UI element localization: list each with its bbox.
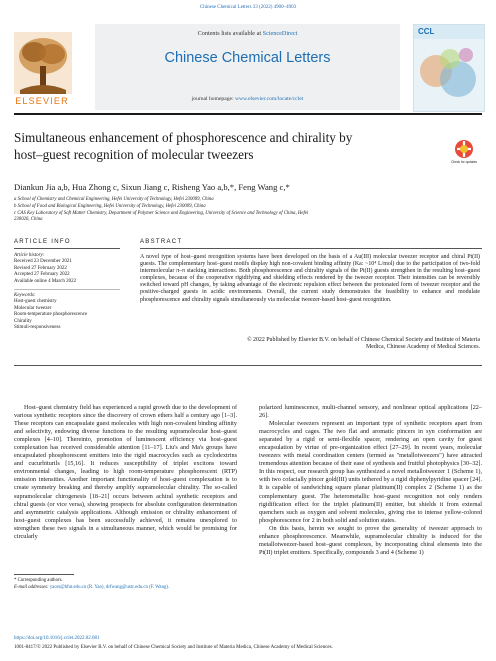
- body-left-column: Host–guest chemistry field has experienced a rapid growth due to the development of various synthetic receptors since the discovery of crown ethers half a century ago [1–3]. These receptors can encapsulate guest molecules with high non-covalent binding affinity and selectivity, endowing diverse functions to the resulting supramolecular host–guest complexes [4–10]. Thereinto, promotion of luminescent efficiency via host–guest complexation has received considerable attention [11–17]. Liu's and Ma's groups have encapsulated phosphorescent emitters into the rigid macrocycles such as cyclodextrins and cucurbiturils [15,16]. It reduces susceptibility of triplet excitons toward environmental changes, leading to high room-temperature phosphorescent (RTP) emission intensities. Another important functionality of host–guest complexation is to create symmetry breaking and thereby amplify supramolecular chirality. The so-called supramolecular chirogenesis [18–21] occurs between achiral synthetic receptors and chiral guests (or vice versa), showing prospects for absolute configuration determination and asymmetric catalysis applications. Although emission or chirality enhancement of host–guest complexes has been successfully achieved, it remains unexplored to strengthen these two signals in a simultaneous manner, which would be promising for circularly: [14, 404, 237, 540]
- article-info-heading: ARTICLE INFO: [14, 239, 71, 245]
- keyword-item: Stimuli-responsiveness: [14, 325, 61, 331]
- doi-link[interactable]: https://doi.org/10.1016/j.cclet.2022.02.081: [14, 636, 100, 641]
- copyright-line-2: Medica, Chinese Academy of Medical Sciences.: [365, 344, 480, 351]
- right-paragraph-2: Molecular tweezers represent an important type of synthetic receptors apart from macrocycles and cages. The two flat and aromatic pincers in syn conformation are separated by a rigid or semi-flexible spacer, rendering an open cavity for guest encapsulation by virtue of pre-organization effect [27–29]. In recent years, molecular tweezers with metal coordination centers (termed as "metallotweezers") have attracted tremendous attention because of their ease of synthesis and fruitful photophysics [30–32]. In this respect, our research group has synthesized a novel metallotweezer 1 (Scheme 1), with two cofacially pincer gold(III) units tethered by a rigid diphenylpyridine spacer [24]. It is capable of sandwiching square planar platinum(II) complex 2 (Scheme 1) as the complementary guest. The heterometallic host–guest recognition not only renders rigidification effect for the triplet platinum(II) emitter, but shields it from external quenchers such as oxygen and solvent molecules, giving rise to intense yellow-colored phosphorescence for 2 in both solid and solution states.: [259, 420, 482, 524]
- keyword-item: Room-temperature phosphorescence: [14, 312, 88, 318]
- email-links[interactable]: yaors@hfut.edu.cn (R. Yao), drfwang@ustc.edu.cn (F. Wang).: [49, 585, 170, 590]
- check-for-updates-label: Check for updates: [451, 160, 477, 164]
- keywords-label: Keywords:: [14, 293, 36, 298]
- history-revised: Revised 27 February 2022: [14, 265, 67, 271]
- history-accepted: Accepted 27 February 2022: [14, 272, 70, 278]
- journal-homepage-line: [95, 96, 400, 102]
- info-divider: [14, 248, 120, 249]
- issn-copyright-line: 1001-8417/© 2022 Published by Elsevier B.V. on behalf of Chinese Chemical Society and Institute of Materia Medica, Chinese Academy of Medical Sciences.: [14, 645, 333, 650]
- author-list: Diankun Jia a,b, Hua Zhong c, Sixun Jiang c, Risheng Yao a,b,*, Feng Wang c,*: [14, 182, 290, 192]
- homepage-prefix: journal homepage:: [191, 96, 234, 102]
- keywords-divider: [14, 289, 120, 290]
- journal-citation-link[interactable]: Chinese Chemical Letters 33 (2022) 4900–4903: [199, 5, 297, 10]
- abstract-copyright: [140, 337, 480, 351]
- affiliation-b: b School of Food and Biological Engineering, Hefei University of Technology, Hefei 230009, China: [14, 204, 206, 209]
- email-footnote: [14, 585, 274, 591]
- article-history: [14, 253, 114, 285]
- history-label: Article history:: [14, 253, 45, 258]
- keywords-block: [14, 293, 114, 331]
- footnote-divider: [14, 574, 74, 575]
- history-online: Available online 4 March 2022: [14, 278, 77, 284]
- abstract-end-divider: [14, 365, 482, 366]
- article-title: [14, 130, 414, 163]
- abstract-divider: [140, 248, 482, 249]
- right-paragraph-3: On this basis, herein we sought to prove the generality of tweezer approach to enhance phosphorescence. Meanwhile, supramolecular chirality is induced for the metallotweezer-based host–guest complexes, by incorporating chiral elements into the Pt(II) triplet emitters. Specifically, compounds 3 and 4 (Scheme 1): [259, 524, 482, 556]
- elsevier-tree-logo: [14, 32, 72, 106]
- corresponding-footnote: * Corresponding authors.: [14, 578, 63, 583]
- cover-ccl-logo: CCL: [418, 27, 435, 36]
- journal-cover-image[interactable]: [413, 24, 485, 112]
- keyword-item: Host-guest chemistry: [14, 299, 57, 305]
- abstract-body: A novel type of host–guest recognition systems have been developed on the basis of a Au(III) molecular tweezer receptor and chiral Pt(II) guests. The complementary host–guest motifs display high non-covalent binding affinity (Ka: ~10⁴ L/mol) due to the participation of two-fold intermolecular π–π stacking interactions. Both phosphorescence and chirality signals of the Pt(II) guests strengthen in the resulting host–guest complexes, because of the cooperative rigidifying and shielding effects rendered by the tweezer receptor. Their intensities can be reversibly switched toward pH changes, by taking advantage of the electronic repulsion effect between the protonated form of tweezer receptor and the positive-charged guests in acidic environments. Overall, the current study demonstrates the feasibility to enhance and modulate phosphorescence and chirality signals simultaneously via molecular tweezer-based host–guest recognition.: [140, 254, 480, 303]
- right-paragraph-1: polarized luminescence, multi-channel sensory, and nonlinear optical applications [22–26].: [259, 404, 482, 420]
- body-right-column: [259, 404, 482, 557]
- affiliation-c: c CAS Key Laboratory of Soft Matter Chemistry, Department of Polymer Science and Engineering, University of Science and Technology of China, Hefei: [14, 211, 309, 216]
- title-line-1: Simultaneous enhancement of phosphorescence and chirality by: [14, 130, 353, 145]
- affiliation-a: a School of Chemistry and Chemical Engineering, Hefei University of Technology, Hefei 230009, China: [14, 197, 214, 202]
- keyword-item: Molecular tweezer: [14, 305, 52, 311]
- header-divider: [14, 113, 482, 115]
- journal-name: Chinese Chemical Letters: [164, 50, 331, 66]
- contents-prefix: Contents lists available at: [197, 30, 262, 37]
- keyword-item: Chirality: [14, 318, 32, 324]
- copyright-line-1: © 2022 Published by Elsevier B.V. on behalf of Chinese Chemical Society and Institute of Materia: [247, 337, 480, 343]
- contents-availability-line: [95, 30, 400, 37]
- elsevier-wordmark: ELSEVIER: [15, 96, 69, 106]
- title-line-2: host–guest recognition of molecular tweezers: [14, 146, 254, 162]
- history-received: Received 23 December 2021: [14, 259, 72, 265]
- email-label: E-mail addresses:: [14, 585, 49, 590]
- cover-artwork: [414, 25, 484, 111]
- sciencedirect-link[interactable]: ScienceDirect: [262, 30, 298, 37]
- affiliation-c-cont: 230026, China: [14, 217, 43, 222]
- homepage-link[interactable]: www.elsevier.com/locate/cclet: [234, 96, 304, 102]
- abstract-heading: ABSTRACT: [140, 239, 183, 245]
